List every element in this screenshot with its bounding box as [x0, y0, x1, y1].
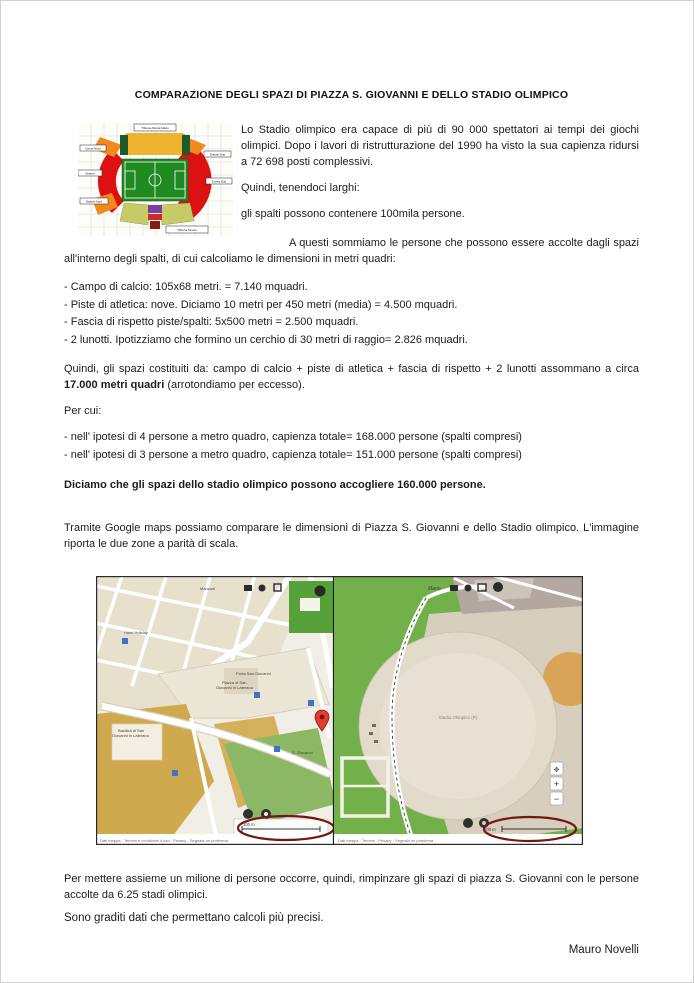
podium-purple	[148, 205, 162, 213]
intro-paragraph-2: Quindi, tenendoci larghi:	[241, 182, 360, 194]
tribune-green-end-right	[182, 135, 190, 155]
stadium-oval-inner	[380, 653, 536, 799]
closing-paragraph-2: Sono graditi dati che permettano calcoli più precisi.	[64, 912, 324, 924]
tribune-olive-right	[160, 203, 194, 225]
label-area: Mario	[428, 586, 441, 592]
page-title: COMPARAZIONE DEGLI SPAZI DI PIAZZA S. GIOVANNI E DELLO STADIO OLIMPICO	[134, 89, 569, 101]
label-piazza-1: Piazza di San	[222, 680, 247, 685]
intro-paragraph-1: Lo Stadio olimpico era capace di più di 90 000 spettatori ai tempi dei giochi olimpici. Dopo i lavori di ristrutturazione del 1990 ha visto la sua capienza ridursi a 72 698 posti complessivi.	[241, 124, 639, 168]
zoom-in-label: +	[553, 779, 560, 789]
label-left-lower: Distinti Nord	[85, 199, 103, 204]
conclusion-statement: Diciamo che gli spazi dello stadio olimpico possono accogliere 160.000 persone.	[64, 479, 486, 491]
buildings-light	[474, 578, 534, 601]
label-piazza-2: Giovanni in Laterano	[216, 685, 253, 690]
attribution-text-left: Dati mappa - Termini e condizioni d'uso - Privacy - Segnala un problema	[100, 838, 228, 843]
closing-paragraph-1: Per mettere assieme un milione di persone occorre, quindi, rimpinzare gli spazi di piazza S. Giovanni con le persone accolte da 6.25 stadi olimpici.	[64, 873, 639, 901]
list-item: - 2 lunotti. Ipotizziamo che formino un cerchio di 30 metri di raggio= 2.826 mquadri.	[64, 333, 468, 346]
maps-intro-paragraph: Tramite Google maps possiamo comparare le dimensioni di Piazza S. Giovanni e dello Stadio olimpico. L'immagine riporta le due zone a parità di scala.	[64, 522, 639, 550]
maps-comparison-image	[96, 576, 583, 845]
hypotheses-list	[64, 429, 639, 464]
label-left-mid: Distinti	[85, 171, 95, 176]
statue-icon	[315, 586, 326, 597]
map-piazza-s-giovanni	[96, 576, 336, 845]
signature: Mauro Novelli	[568, 944, 639, 956]
map-stadio-olimpico	[334, 576, 583, 845]
document-body	[1, 1, 693, 958]
total-bold: 17.000 metri quadri	[64, 379, 165, 391]
pan-icon: ✥	[553, 767, 560, 774]
list-item: - Piste di atletica: nove. Diciamo 10 metri per 450 metri (media) = 4.500 mquadri.	[64, 298, 458, 311]
total-paragraph	[64, 361, 639, 393]
label-right-upper: Distinti Sud	[209, 152, 226, 157]
label-basilica-2: Giovanni in Laterano	[112, 733, 149, 738]
label-top: Tribuna Monte Mario	[141, 126, 169, 130]
intro-section	[64, 122, 639, 277]
stadium-seating-diagram	[78, 123, 233, 236]
football-pitch	[122, 159, 188, 201]
label-hotel: Hotel Holiday	[124, 630, 148, 635]
tribune-green-end-left	[120, 135, 128, 155]
label-bottom: Tribuna Tevere	[177, 228, 197, 232]
tribune-amber-top	[124, 133, 186, 155]
label-station: S. Giovanni	[292, 750, 313, 755]
label-left-upper: Curva Nord	[85, 146, 101, 151]
podium-red	[148, 214, 162, 220]
total-post: (arrotondiamo per eccesso).	[164, 379, 305, 391]
zoom-control	[550, 762, 563, 805]
scale-label-right: 100 m	[484, 827, 496, 832]
label-porta: Porta San Giovanni	[236, 671, 271, 676]
podium-tower	[150, 221, 160, 229]
label-right-mid: Curva Sud	[211, 179, 227, 184]
label-basilica-1: Basilica di San	[118, 728, 145, 733]
hypothesis-item: - nell' ipotesi di 4 persone a metro quadro, capienza totale= 168.000 persone (spalti compresi)	[64, 431, 522, 443]
maps-figure	[96, 576, 583, 845]
church-footprint	[300, 598, 320, 611]
tribune-olive-left	[120, 203, 150, 225]
per-cui-label: Per cui:	[64, 405, 102, 417]
total-pre: Quindi, gli spazi costituiti da: campo di calcio + piste di atletica + fascia di rispetto + 2 lunotti assommano a circa	[64, 363, 639, 375]
hypothesis-item: - nell' ipotesi di 3 persone a metro quadro, capienza totale= 151.000 persone (spalti compresi)	[64, 448, 522, 461]
intro-paragraph-3: gli spalti possono contenere 100mila persone.	[241, 208, 465, 220]
list-item: - Fascia di rispetto piste/spalti: 5x500 metri = 2.500 mquadri.	[64, 316, 359, 328]
zoom-out-label: −	[553, 794, 560, 804]
attribution-text-right: Dati mappa - Termini - Privacy - Segnala un problema	[338, 838, 434, 843]
scale-label-left: 100 m	[243, 822, 255, 827]
list-item: - Campo di calcio: 105x68 metri. = 7.140 mquadri.	[64, 281, 308, 293]
label-stadium: Stadio Olimpico (R)	[438, 715, 478, 720]
measures-list	[64, 279, 639, 349]
intro-paragraph-4: A questi sommiamo le persone che possono essere accolte dagli spazi all'interno degli spalti, di cui calcoliamo le dimensioni in metri quadri:	[64, 237, 639, 265]
label-manzoni: Manzoni	[200, 586, 216, 591]
